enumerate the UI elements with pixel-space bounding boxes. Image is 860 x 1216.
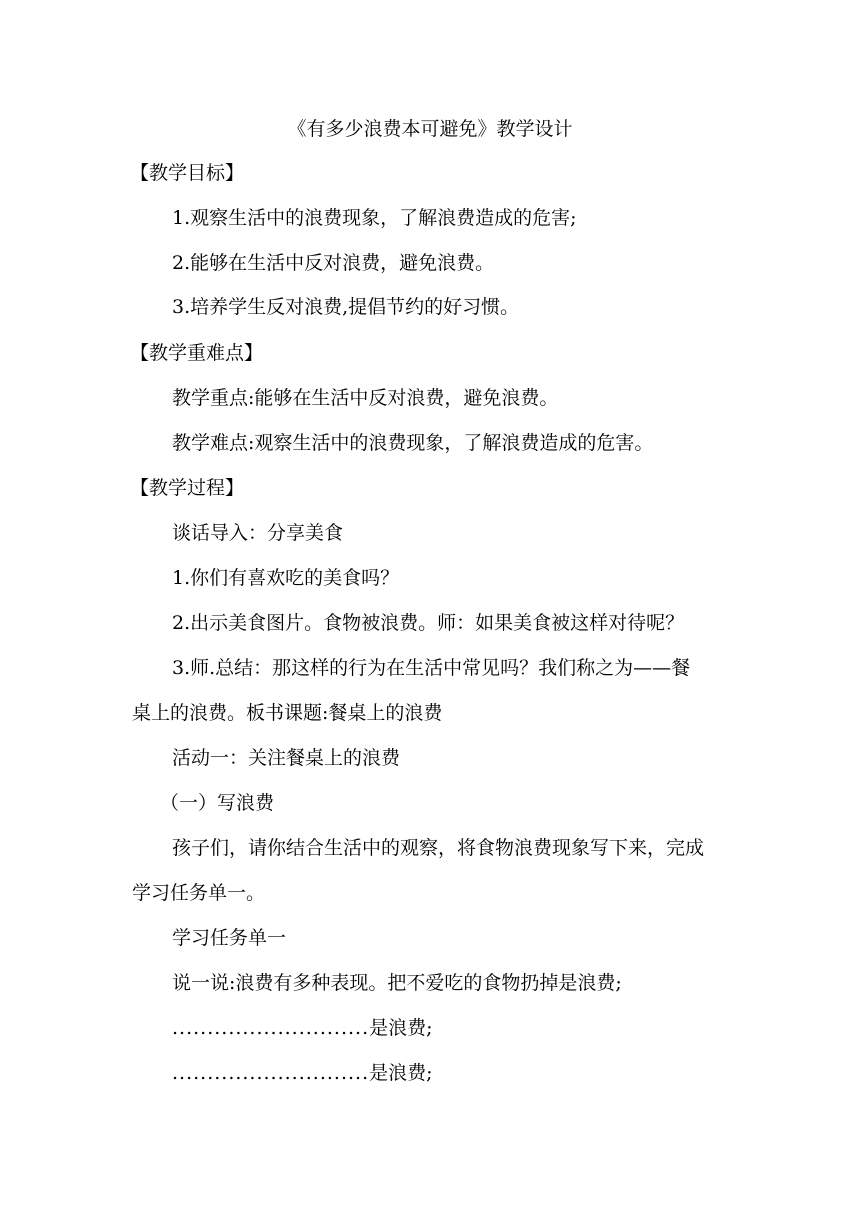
blank-dots: ............................ xyxy=(172,1017,370,1039)
key-point-difficulty: 教学难点:观察生活中的浪费现象，了解浪费造成的危害。 xyxy=(172,432,654,454)
process-step: 2.出示美食图片。食物被浪费。师：如果美食被这样对待呢？ xyxy=(172,612,685,634)
say-line: 说一说:浪费有多种表现。把不爱吃的食物扔掉是浪费; xyxy=(172,972,622,994)
activity-heading: 活动一：关注餐桌上的浪费 xyxy=(172,747,401,769)
key-point-focus: 教学重点:能够在生活中反对浪费，避免浪费。 xyxy=(172,387,559,409)
task-intro-line: 孩子们，请你结合生活中的观察，将食物浪费现象写下来，完成 xyxy=(172,837,705,859)
process-step: 1.你们有喜欢吃的美食吗？ xyxy=(172,567,400,589)
fill-blank-line xyxy=(172,1017,782,1039)
document-title: 《有多少浪费本可避免》教学设计 xyxy=(287,118,573,140)
blank-dots: ............................ xyxy=(172,1062,370,1084)
process-step-continued: 桌上的浪费。板书课题:餐桌上的浪费 xyxy=(132,702,443,724)
process-step: 3.师.总结：那这样的行为在生活中常见吗？我们称之为——餐 xyxy=(172,657,691,679)
blank-suffix: 是浪费; xyxy=(369,1017,433,1039)
fill-blank-line xyxy=(172,1062,782,1084)
section-heading-objectives: 【教学目标】 xyxy=(130,162,245,184)
task-intro-line: 学习任务单一。 xyxy=(132,882,266,904)
section-heading-process: 【教学过程】 xyxy=(130,477,245,499)
blank-suffix: 是浪费; xyxy=(369,1062,433,1084)
task-title: 学习任务单一 xyxy=(172,927,287,949)
process-intro: 谈话导入：分享美食 xyxy=(172,522,344,544)
subsection-heading: （一）写浪费 xyxy=(160,792,275,814)
objective-item: 2.能够在生活中反对浪费，避免浪费。 xyxy=(172,252,495,274)
section-heading-key-points: 【教学重难点】 xyxy=(130,342,264,364)
objective-item: 3.培养学生反对浪费,提倡节约的好习惯。 xyxy=(172,296,520,318)
objective-item: 1.观察生活中的浪费现象，了解浪费造成的危害; xyxy=(172,207,577,229)
